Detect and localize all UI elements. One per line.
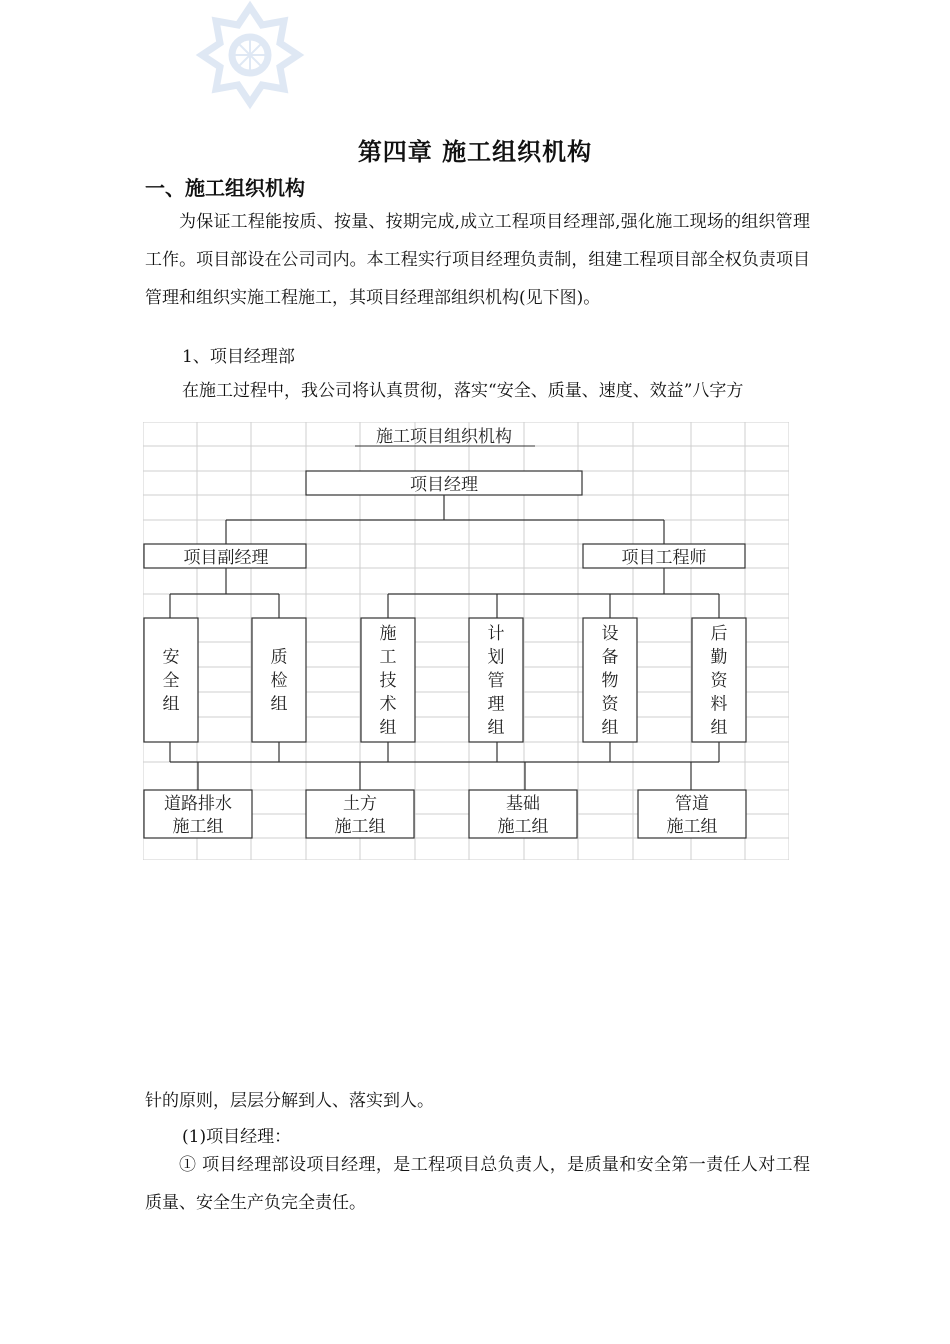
org-box-project-engineer-label: 项目工程师 [621, 548, 707, 568]
org-team-box [469, 790, 577, 838]
org-box-deputy-manager-label: 项目副经理 [183, 548, 269, 568]
org-group-box [252, 618, 306, 742]
org-group-char: 组 [710, 718, 728, 738]
org-team-label-line2: 施工组 [497, 817, 549, 837]
org-group-char: 组 [601, 718, 619, 738]
org-team-label-line2: 施工组 [666, 817, 718, 837]
org-team-box [144, 790, 252, 838]
org-group-box [469, 618, 523, 742]
org-group-char: 划 [487, 647, 505, 668]
org-group-char: 检 [270, 671, 288, 691]
org-group-char: 技 [379, 671, 397, 691]
org-group-char: 资 [710, 671, 728, 691]
chapter-title: 第四章 施工组织机构 [357, 137, 593, 166]
subheading-project-department: 1、项目经理部 [182, 347, 295, 367]
org-group-char: 施 [379, 624, 397, 644]
org-group-char: 设 [601, 624, 619, 644]
org-groups [144, 618, 746, 742]
org-group-char: 组 [162, 694, 180, 715]
org-group-char: 计 [487, 624, 505, 644]
org-team-label-line1: 道路排水 [164, 794, 232, 814]
org-group-char: 料 [710, 694, 728, 715]
subheading-project-manager: (1)项目经理： [182, 1127, 292, 1147]
org-group-char: 组 [379, 718, 397, 738]
org-group-box [583, 618, 637, 742]
org-group-char: 全 [162, 671, 180, 691]
org-chart [143, 422, 789, 860]
org-team-label-line1: 基础 [506, 794, 540, 814]
paragraph-principle-start: 在施工过程中，我公司将认真贯彻，落实“安全、质量、速度、效益”八字方 [182, 381, 744, 401]
org-group-box [692, 618, 746, 742]
org-group-char: 勤 [710, 647, 728, 668]
org-box-project-engineer [583, 544, 745, 568]
org-group-char: 安 [162, 647, 180, 668]
paragraph-principle-end: 针的原则，层层分解到人、落实到人。 [145, 1091, 434, 1111]
org-group-char: 工 [379, 647, 397, 668]
org-team-box [638, 790, 746, 838]
org-team-label-line2: 施工组 [172, 817, 224, 837]
org-team-label-line2: 施工组 [334, 817, 386, 837]
org-team-label-line1: 管道 [675, 794, 709, 814]
snowflake-logo-icon [190, 0, 310, 115]
org-group-char: 备 [601, 647, 619, 668]
section-heading: 一、施工组织机构 [145, 176, 305, 200]
org-chart-title-text: 施工项目组织机构 [376, 427, 512, 447]
org-group-char: 后 [710, 624, 728, 644]
intro-paragraph: 为保证工程能按质、按量、按期完成,成立工程项目经理部,强化施工现场的组织管理工作。项目部设在公司司内。本工程实行项目经理负责制，组建工程项目部全权负责项目管理和组织实施工程施工，其项目经理部组织机构(见下图)。 [145, 212, 810, 308]
org-group-box [144, 618, 198, 742]
org-team-label-line1: 土方 [343, 794, 377, 814]
org-group-char: 物 [601, 671, 619, 691]
org-group-char: 质 [270, 647, 288, 668]
org-box-deputy-manager [144, 544, 306, 568]
paragraph-manager-duties: ① 项目经理部设项目经理，是工程项目总负责人，是质量和安全第一责任人对工程质量、安全生产负完全责任。 [145, 1155, 810, 1213]
org-group-char: 资 [601, 694, 619, 715]
org-box-project-manager [306, 471, 582, 495]
org-group-char: 术 [379, 694, 397, 715]
org-group-char: 管 [487, 671, 505, 691]
org-group-char: 组 [487, 718, 505, 738]
org-group-char: 理 [487, 694, 505, 715]
org-team-box [306, 790, 414, 838]
org-chart-title [355, 427, 535, 447]
org-box-project-manager-label: 项目经理 [410, 475, 478, 495]
org-group-box [361, 618, 415, 742]
org-group-char: 组 [270, 694, 288, 715]
